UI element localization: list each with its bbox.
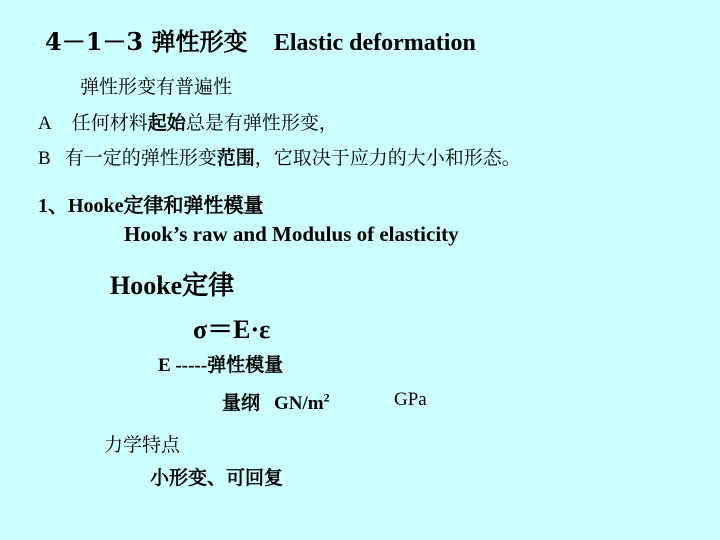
title-cn: 弹性形变 bbox=[151, 28, 248, 56]
hooke-formula: σ＝E·ε bbox=[193, 315, 271, 344]
section-subtitle: Hook’s raw and Modulus of elasticity bbox=[124, 222, 459, 246]
mechanics-heading: 力学特点 bbox=[104, 434, 181, 456]
title-en: Elastic deformation bbox=[273, 30, 476, 56]
section-heading bbox=[38, 189, 264, 218]
hooke-cn: 定律 bbox=[182, 271, 235, 301]
slide-title bbox=[45, 22, 476, 57]
modulus-definition bbox=[158, 350, 283, 377]
hooke-en: Hooke bbox=[110, 271, 183, 300]
modulus-dimension bbox=[222, 388, 330, 415]
title-number: 4－1－3 bbox=[45, 27, 144, 56]
item-b-pre: 有一定的弹性形变 bbox=[64, 147, 217, 169]
item-a-pre: 任何材料 bbox=[71, 112, 148, 134]
item-b-marker: B bbox=[38, 148, 51, 169]
item-b bbox=[38, 143, 521, 170]
section-number: 1、 bbox=[38, 195, 68, 217]
section-cn: 定律和弹性模量 bbox=[123, 193, 264, 217]
modulus-symbol: E ----- bbox=[158, 355, 208, 376]
hooke-law-heading bbox=[110, 265, 234, 302]
unit-base: GN/m bbox=[274, 393, 324, 414]
item-b-emph: 范围 bbox=[216, 147, 255, 169]
item-a-post: 总是有弹性形变， bbox=[185, 112, 338, 134]
mechanics-feature: 小形变、可回复 bbox=[150, 467, 284, 489]
section-en: Hooke bbox=[68, 195, 124, 217]
dimension-label: 量纲 bbox=[222, 392, 261, 414]
item-b-post: ，它取决于应力的大小和形态。 bbox=[254, 147, 521, 169]
unit-alt: GPa bbox=[394, 389, 427, 410]
unit-exponent: 2 bbox=[323, 390, 330, 405]
modulus-label: 弹性模量 bbox=[207, 354, 284, 376]
item-a-emph: 起始 bbox=[147, 112, 186, 134]
item-a bbox=[38, 108, 338, 135]
item-a-marker: A bbox=[38, 113, 52, 134]
intro-text: 弹性形变有普遍性 bbox=[80, 76, 233, 98]
